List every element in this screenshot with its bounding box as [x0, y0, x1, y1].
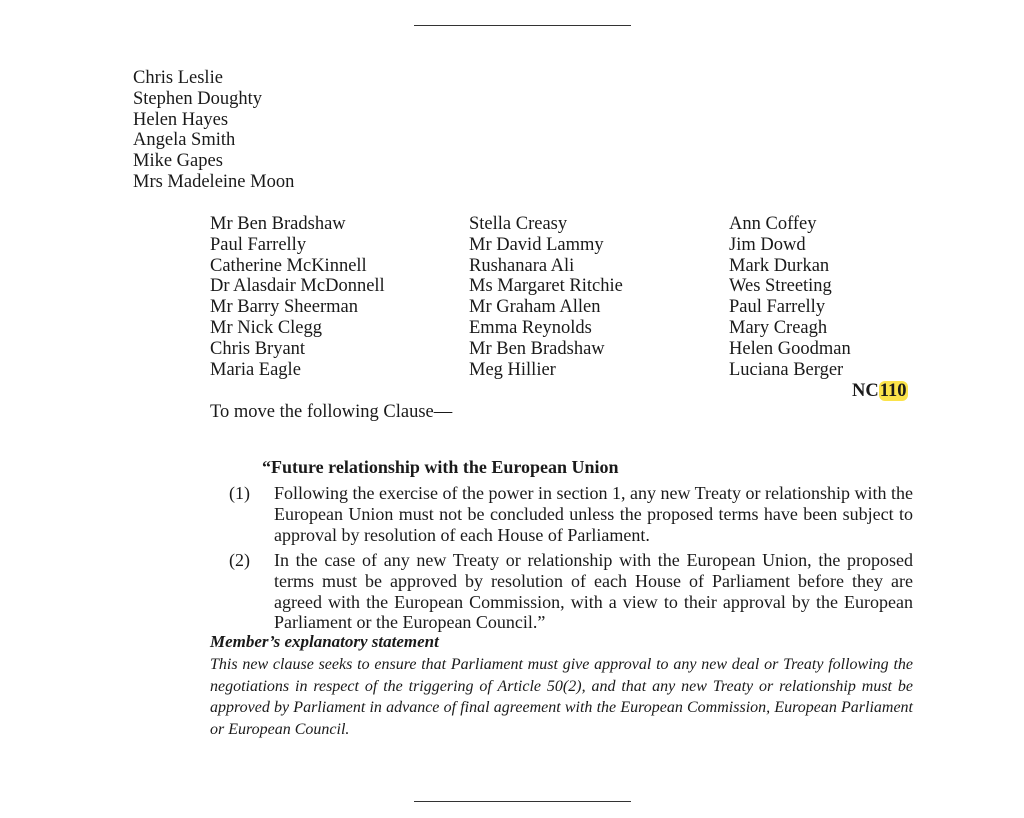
supporter-name: Luciana Berger [729, 359, 844, 380]
new-clause-reference [852, 379, 908, 403]
supporter-name: Mr Nick Clegg [210, 317, 323, 338]
supporter-name: Paul Farrelly [729, 297, 826, 318]
supporter-name: Emma Reynolds [469, 317, 592, 338]
subsection-number: (1) [229, 483, 250, 503]
supporters-column-2 [469, 214, 623, 380]
clause-ref-prefix: NC [852, 381, 879, 401]
supporter-name: Mary Creagh [729, 317, 828, 338]
supporter-name: Mark Durkan [729, 255, 830, 276]
clause-subsection [229, 550, 913, 633]
supporter-name: Mr Ben Bradshaw [210, 214, 346, 234]
supporter-name: Chris Bryant [210, 338, 306, 359]
lead-sponsor-name: Mike Gapes [133, 151, 223, 172]
supporter-name: Mr David Lammy [469, 234, 604, 255]
supporter-name: Mr Ben Bradshaw [469, 338, 605, 359]
top-divider [414, 25, 631, 26]
supporter-name: Dr Alasdair McDonnell [210, 276, 385, 297]
supporter-name: Rushanara Ali [469, 255, 575, 276]
subsection-number: (2) [229, 550, 250, 570]
move-instruction: To move the following Clause— [210, 402, 453, 422]
subsection-text: In the case of any new Treaty or relationship with the European Union, the proposed terms must be approved by resolution of each House of Parliament before they are agreed with the European Commission, with a view to their approval by the European Parliament or the European Council.” [274, 550, 913, 633]
bottom-divider [414, 801, 631, 802]
lead-sponsor-name: Angela Smith [133, 130, 236, 151]
supporter-name: Stella Creasy [469, 214, 568, 234]
supporter-name: Helen Goodman [729, 338, 851, 359]
supporter-name: Ann Coffey [729, 214, 817, 234]
explanatory-statement-body: This new clause seeks to ensure that Parliament must give approval to any new deal or Treaty following the negotiations in respect of the triggering of Article 50(2), and that any new Treaty or relationship must be approved by Parliament in advance of final agreement with the European Commission, European Parliament or European Council. [210, 656, 913, 738]
lead-sponsor-name: Stephen Doughty [133, 88, 262, 109]
clause-subsection [229, 483, 913, 545]
supporter-name: Jim Dowd [729, 234, 806, 255]
supporter-name: Mr Barry Sheerman [210, 297, 358, 318]
explanatory-statement-heading: Member’s explanatory statement [210, 632, 439, 651]
clause-title: “Future relationship with the European Union [262, 457, 619, 477]
subsection-text: Following the exercise of the power in section 1, any new Treaty or relationship with the European Union must not be concluded unless the proposed terms have been subject to approval by resolution of each House of Parliament. [274, 483, 913, 545]
supporter-name: Ms Margaret Ritchie [469, 276, 623, 297]
lead-sponsor-name: Mrs Madeleine Moon [133, 171, 295, 192]
supporter-name: Maria Eagle [210, 359, 301, 380]
supporter-name: Wes Streeting [729, 276, 832, 297]
supporter-name: Catherine McKinnell [210, 255, 367, 276]
lead-sponsor-name: Helen Hayes [133, 109, 229, 130]
supporters-column-3 [729, 214, 851, 380]
supporter-name: Meg Hillier [469, 359, 556, 380]
supporters-column-1 [210, 214, 385, 380]
supporter-name: Paul Farrelly [210, 234, 307, 255]
supporter-name: Mr Graham Allen [469, 297, 601, 318]
lead-sponsor-name: Chris Leslie [133, 68, 223, 88]
lead-sponsors-list [133, 68, 294, 193]
clause-ref-number-highlighted: 110 [879, 381, 907, 401]
